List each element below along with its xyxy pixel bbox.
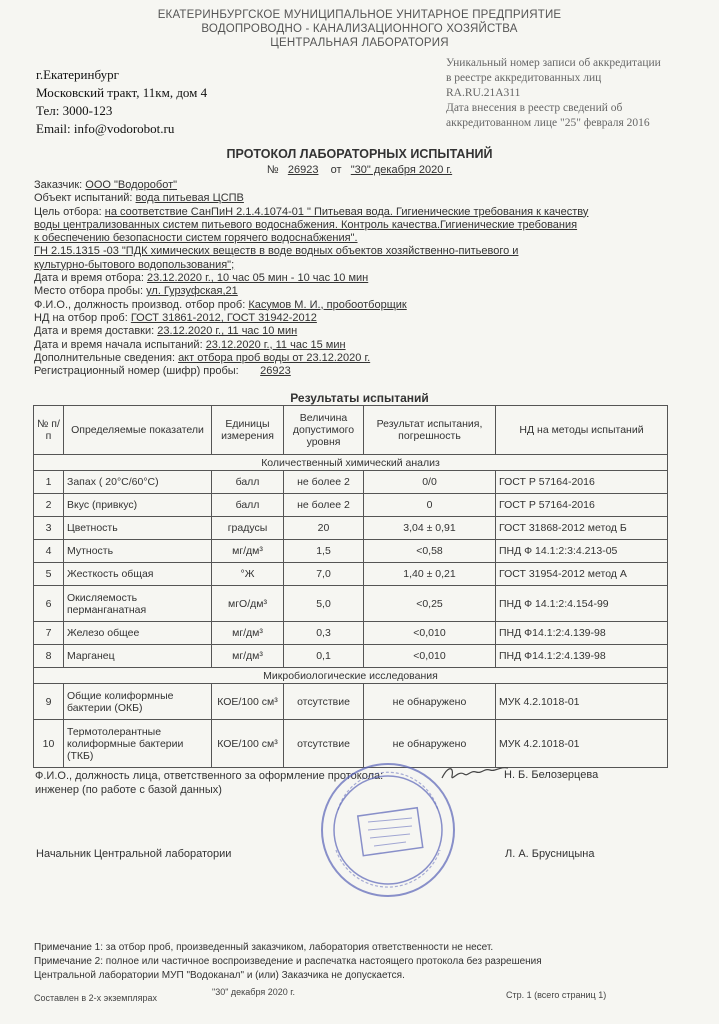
header-method: НД на методы испытаний (496, 406, 668, 455)
purpose-row-4 (34, 245, 674, 258)
row-number: 7 (34, 622, 64, 645)
row-indicator: Термотолерантные колиформные бактерии (ТКБ) (64, 720, 212, 768)
table-row (34, 586, 668, 622)
results-header-row (34, 406, 668, 455)
row-unit: КОЕ/100 см³ (212, 720, 284, 768)
row-method: ГОСТ 31868-2012 метод Б (496, 517, 668, 540)
row-limit: 5,0 (284, 586, 364, 622)
row-number: 5 (34, 563, 64, 586)
row-unit: мг/дм³ (212, 645, 284, 668)
table-row (34, 517, 668, 540)
customer-row (34, 179, 674, 192)
sampler-value: Касумов М. И., пробоотборщик (248, 298, 407, 311)
row-result: не обнаружено (364, 720, 496, 768)
footer-date: "30" декабря 2020 г. (212, 987, 295, 997)
chief-name: Л. А. Брусницына (505, 848, 595, 860)
row-limit: 0,1 (284, 645, 364, 668)
from-label: от (330, 164, 342, 176)
protocol-fields (34, 179, 674, 378)
notes-block (34, 941, 674, 983)
protocol-date: "30" декабря 2020 г. (350, 164, 453, 176)
extra-value: акт отбора проб воды от 23.12.2020 г. (178, 351, 371, 364)
row-limit: 1,5 (284, 540, 364, 563)
responsible-label-2: инженер (по работе с базой данных) (35, 784, 222, 796)
address-email: Email: info@vodorobot.ru (36, 121, 175, 136)
nd-label: НД на отбор проб: (34, 311, 128, 324)
row-method: МУК 4.2.1018-01 (496, 720, 668, 768)
row-unit: балл (212, 494, 284, 517)
purpose-row-5 (34, 259, 674, 272)
extra-row (34, 352, 674, 365)
row-number: 9 (34, 684, 64, 720)
accreditation-line-2: в реестре аккредитованных лиц (446, 72, 602, 84)
delivery-label: Дата и время доставки: (34, 325, 155, 338)
sampling-time-row (34, 272, 674, 285)
reg-label: Регистрационный номер (шифр) пробы: (34, 365, 239, 378)
purpose-value-2: воды централизованных систем питьевого водоснабжения. Контроль качества.Гигиенические требования (34, 218, 578, 231)
section-chemical: Количественный химический анализ (34, 455, 668, 471)
purpose-row (34, 206, 674, 219)
row-method: ГОСТ Р 57164-2016 (496, 494, 668, 517)
row-number: 8 (34, 645, 64, 668)
sampling-time-value: 23.12.2020 г., 10 час 05 мин - 10 час 10 мин (146, 272, 369, 285)
purpose-value-5: культурно-бытового водопользования"; (34, 258, 235, 271)
table-row (34, 471, 668, 494)
responsible-label-1: Ф.И.О., должность лица, ответственного за оформление протокола: (35, 770, 384, 782)
purpose-value-3: к обеспечению безопасности систем горячего водоснабжения". (34, 232, 358, 245)
section-row-chemical (34, 455, 668, 471)
nd-row (34, 312, 674, 325)
place-value: ул. Гурзуфская,21 (146, 285, 238, 298)
row-limit: 7,0 (284, 563, 364, 586)
results-table (33, 405, 668, 768)
row-result: 0 (364, 494, 496, 517)
note-2: Примечание 2: полное или частичное воспроизведение и распечатка настоящего протокола без разрешения (34, 956, 542, 967)
row-result: <0,010 (364, 622, 496, 645)
row-indicator: Цветность (64, 517, 212, 540)
sampler-label: Ф.И.О., должность производ. отбор проб: (34, 298, 246, 311)
org-line-2: ВОДОПРОВОДНО - КАНАЛИЗАЦИОННОГО ХОЗЯЙСТВА (201, 23, 518, 35)
nd-value: ГОСТ 31861-2012, ГОСТ 31942-2012 (130, 311, 317, 324)
row-method: ГОСТ 31954-2012 метод А (496, 563, 668, 586)
customer-label: Заказчик: (34, 179, 83, 191)
row-result: <0,010 (364, 645, 496, 668)
table-row (34, 645, 668, 668)
table-row (34, 563, 668, 586)
row-method: ПНД Ф14.1:2:4.139-98 (496, 645, 668, 668)
results-title: Результаты испытаний (290, 391, 429, 405)
row-number: 1 (34, 471, 64, 494)
purpose-row-2 (34, 219, 674, 232)
row-indicator: Марганец (64, 645, 212, 668)
row-number: 2 (34, 494, 64, 517)
row-method: ГОСТ Р 57164-2016 (496, 471, 668, 494)
row-number: 10 (34, 720, 64, 768)
reg-value: 26923 (260, 365, 291, 378)
footer-copies: Составлен в 2-х экземплярах (34, 993, 157, 1003)
table-row (34, 622, 668, 645)
row-limit: отсутствие (284, 720, 364, 768)
row-unit: мг/дм³ (212, 540, 284, 563)
section-row-micro (34, 668, 668, 684)
row-unit: мг/дм³ (212, 622, 284, 645)
row-limit: не более 2 (284, 471, 364, 494)
row-result: <0,58 (364, 540, 496, 563)
row-result: 0/0 (364, 471, 496, 494)
chief-label: Начальник Центральной лаборатории (36, 848, 232, 860)
org-line-1: ЕКАТЕРИНБУРГСКОЕ МУНИЦИПАЛЬНОЕ УНИТАРНОЕ ПРЕДПРИЯТИЕ (157, 9, 562, 21)
footer-page: Стр. 1 (всего страниц 1) (506, 990, 607, 1000)
row-indicator: Мутность (64, 540, 212, 563)
row-indicator: Вкус (привкус) (64, 494, 212, 517)
row-number: 4 (34, 540, 64, 563)
row-indicator: Окисляемость перманганатная (64, 586, 212, 622)
protocol-number: 26923 (287, 164, 319, 176)
row-unit: мгО/дм³ (212, 586, 284, 622)
row-result: 3,04 ± 0,91 (364, 517, 496, 540)
header-limit: Величина допустимого уровня (284, 406, 364, 455)
row-unit: КОЕ/100 см³ (212, 684, 284, 720)
section-micro: Микробиологические исследования (34, 668, 668, 684)
protocol-number-line (0, 164, 719, 176)
sampling-time-label: Дата и время отбора: (34, 272, 144, 285)
row-result: 1,40 ± 0,21 (364, 563, 496, 586)
purpose-label: Цель отбора: (34, 205, 102, 218)
number-label: № (266, 164, 279, 176)
org-line-3: ЦЕНТРАЛЬНАЯ ЛАБОРАТОРИЯ (270, 37, 449, 49)
responsible-name: Н. Б. Белозерцева (504, 769, 599, 781)
row-result: не обнаружено (364, 684, 496, 720)
row-indicator: Жесткость общая (64, 563, 212, 586)
header-indicator: Определяемые показатели (64, 406, 212, 455)
accreditation-block (446, 56, 706, 131)
row-indicator: Железо общее (64, 622, 212, 645)
start-row (34, 339, 674, 352)
note-1: Примечание 1: за отбор проб, произведенный заказчиком, лаборатория ответственности не несет. (34, 942, 494, 953)
row-unit: балл (212, 471, 284, 494)
object-label: Объект испытаний: (34, 192, 133, 205)
table-row (34, 540, 668, 563)
object-value: вода питьевая ЦСПВ (135, 192, 244, 205)
place-row (34, 285, 674, 298)
table-row (34, 684, 668, 720)
row-method: ПНД Ф 14.1:2:4.154-99 (496, 586, 668, 622)
purpose-value-4: ГН 2.15.1315 -03 "ПДК химических веществ в воде водных объектов хозяйственно-питьевого и (34, 245, 519, 258)
table-row (34, 494, 668, 517)
row-limit: 0,3 (284, 622, 364, 645)
row-limit: 20 (284, 517, 364, 540)
row-indicator: Общие колиформные бактерии (ОКБ) (64, 684, 212, 720)
accreditation-line-1: Уникальный номер записи об аккредитации (446, 57, 661, 69)
row-limit: отсутствие (284, 684, 364, 720)
row-number: 6 (34, 586, 64, 622)
start-value: 23.12.2020 г., 11 час 15 мин (205, 338, 346, 351)
delivery-row (34, 325, 674, 338)
sampler-row (34, 299, 674, 312)
accreditation-line-3: RA.RU.21A311 (446, 87, 521, 99)
reg-row (34, 365, 674, 378)
row-method: ПНД Ф14.1:2:4.139-98 (496, 622, 668, 645)
object-row (34, 192, 674, 205)
address-phone: Тел: 3000-123 (36, 103, 113, 118)
row-method: ПНД Ф 14.1:2:3:4.213-05 (496, 540, 668, 563)
customer-value: ООО "Водоробот" (85, 179, 178, 191)
place-label: Место отбора пробы: (34, 285, 144, 298)
address-city: г.Екатеринбург (36, 67, 119, 82)
round-seal-stamp-icon (318, 760, 458, 900)
extra-label: Дополнительные сведения: (34, 351, 175, 364)
protocol-title: ПРОТОКОЛ ЛАБОРАТОРНЫХ ИСПЫТАНИЙ (226, 147, 493, 161)
row-number: 3 (34, 517, 64, 540)
start-label: Дата и время начала испытаний: (34, 338, 203, 351)
row-indicator: Запах ( 20°С/60°С) (64, 471, 212, 494)
header-unit: Единицы измерения (212, 406, 284, 455)
accreditation-line-4: Дата внесения в реестр сведений об (446, 102, 623, 114)
organization-header (0, 8, 719, 50)
accreditation-line-5: аккредитованном лице "25" февраля 2016 (446, 117, 650, 129)
delivery-value: 23.12.2020 г., 11 час 10 мин (157, 325, 298, 338)
row-method: МУК 4.2.1018-01 (496, 684, 668, 720)
header-number: № п/п (34, 406, 64, 455)
purpose-row-3 (34, 232, 674, 245)
row-limit: не более 2 (284, 494, 364, 517)
header-result: Результат испытания, погрешность (364, 406, 496, 455)
results-body (34, 455, 668, 768)
note-3: Центральной лаборатории МУП "Водоканал" и (или) Заказчика не допускается. (34, 970, 405, 981)
address-street: Московский тракт, 11км, дом 4 (36, 85, 208, 100)
row-result: <0,25 (364, 586, 496, 622)
row-unit: °Ж (212, 563, 284, 586)
purpose-value-1: на соответствие СанПиН 2.1.4.1074-01 " Питьевая вода. Гигиенические требования к качеству (104, 205, 589, 218)
row-unit: градусы (212, 517, 284, 540)
address-block (36, 66, 207, 138)
